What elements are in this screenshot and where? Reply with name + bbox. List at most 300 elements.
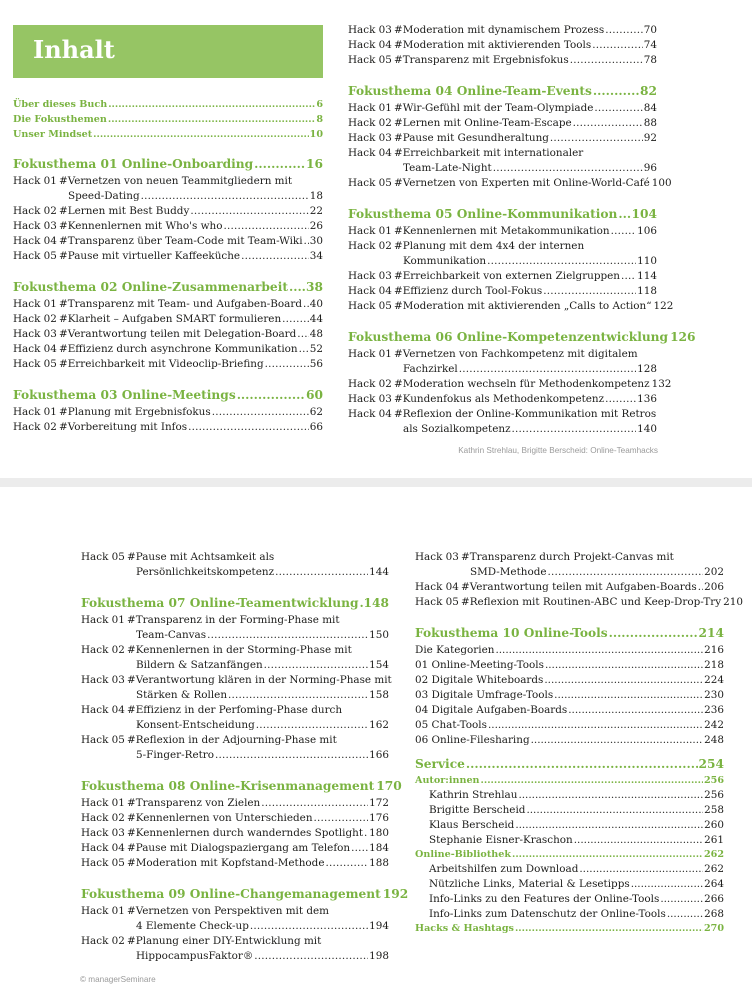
toc-entry <box>415 565 724 580</box>
toc-entry <box>81 919 389 934</box>
item-page: 236 <box>704 704 724 716</box>
section-title: Fokusthema 06 Online-Kompetenzentwicklung <box>348 330 669 344</box>
toc-entry-body <box>59 342 323 357</box>
toc-entry-line <box>348 239 657 254</box>
hack-label: Hack 01 <box>81 905 125 917</box>
item-page: 218 <box>704 659 724 671</box>
section-page: 170 <box>376 779 402 793</box>
hack-label: Hack 03 <box>348 270 392 282</box>
hack-label: Hack 04 <box>348 39 392 51</box>
section-title: Fokusthema 03 Online-Meetings <box>13 388 236 402</box>
leader-dots <box>605 23 643 38</box>
entry-title: #Moderation mit Kopfstand-Methode <box>127 857 325 869</box>
item-page: 260 <box>704 819 724 831</box>
leader-dots <box>466 756 698 772</box>
toc-entry-body <box>136 628 389 643</box>
entry-title: #Kennenlernen durch wanderndes Spotlight <box>127 827 364 839</box>
entry-title: #Transparenz mit Team- und Aufgaben-Board <box>59 298 302 310</box>
section-page: 192 <box>382 887 409 901</box>
section-title: Fokusthema 04 Online-Team-Events <box>348 84 592 98</box>
toc-entry-body <box>127 796 389 811</box>
entry-title: Team-Late-Night <box>403 162 492 174</box>
hack-label: Hack 04 <box>81 842 125 854</box>
entry-title: #Pause mit Dialogspaziergang am Telefon <box>127 842 351 854</box>
page1-left-column <box>13 98 323 450</box>
leader-dots <box>254 156 305 172</box>
page-2 <box>0 487 752 1003</box>
toc-entry-line <box>81 643 389 658</box>
hack-label: Hack 01 <box>348 102 392 114</box>
toc-entry-body <box>136 919 389 934</box>
hack-label: Hack 05 <box>348 54 392 66</box>
leader-dots <box>188 420 309 435</box>
toc-entry <box>81 856 389 871</box>
toc-entry <box>348 224 657 239</box>
item-title: 03 Digitale Umfrage-Tools <box>415 689 554 701</box>
toc-entry <box>81 718 389 733</box>
toc-entry <box>81 826 389 841</box>
toc-entry-line <box>348 146 657 161</box>
hack-label: Hack 05 <box>13 250 57 262</box>
page-number: 122 <box>653 300 674 312</box>
item-page: 224 <box>704 674 724 686</box>
leader-dots <box>488 718 703 733</box>
toc-entry-body <box>127 826 389 841</box>
hack-label: Hack 04 <box>81 704 125 716</box>
leader-dots <box>223 219 308 234</box>
entry-title-line: #Vernetzen von neuen Teammitgliedern mit <box>59 175 293 187</box>
hack-label: Hack 02 <box>13 313 57 325</box>
section-title: Fokusthema 09 Online-Changemanagement <box>81 887 381 901</box>
toc-entry-body <box>136 565 389 580</box>
leader-dots <box>495 643 703 658</box>
hack-label: Hack 01 <box>81 797 125 809</box>
hack-label: Hack 01 <box>13 406 57 418</box>
page-number: 56 <box>309 358 323 370</box>
toc-entry-body <box>59 420 323 435</box>
item-page: 242 <box>704 719 724 731</box>
page-number: 40 <box>309 298 323 310</box>
entry-title-line: #Verantwortung klären in der Norming-Phase mit <box>127 674 392 686</box>
entry-title: 5-Finger-Retro <box>136 749 214 761</box>
item-title: Stephanie Eisner-Kraschon <box>429 834 573 846</box>
section-page: 148 <box>363 596 389 610</box>
toc-entry <box>348 38 657 53</box>
section-heading <box>348 206 657 222</box>
hack-label: Hack 05 <box>81 551 125 563</box>
toc-entry <box>348 362 657 377</box>
page-number: 150 <box>369 629 389 641</box>
toc-entry <box>415 595 743 610</box>
leader-dots <box>574 833 703 848</box>
toc-entry <box>81 949 389 964</box>
hack-label: Hack 05 <box>348 177 392 189</box>
green-page: 262 <box>703 849 724 860</box>
toc-entry-body <box>403 254 657 269</box>
toc-item <box>415 658 724 673</box>
hack-label: Hack 02 <box>13 421 57 433</box>
toc-entry-body <box>59 204 323 219</box>
page-number: 118 <box>637 285 657 297</box>
hack-label: Hack 03 <box>13 328 57 340</box>
section-heading <box>13 279 323 295</box>
page-number: 84 <box>643 102 657 114</box>
entry-title: 4 Elemente Check-up <box>136 920 249 932</box>
toc-entry <box>348 284 657 299</box>
hack-label: Hack 05 <box>348 300 392 312</box>
toc-entry-body <box>470 565 724 580</box>
section-title: Service <box>415 757 465 771</box>
entry-title: Kommunikation <box>403 255 487 267</box>
entry-title: #Erreichbarkeit von externen Zielgruppen <box>394 270 620 282</box>
entry-title: Stärken & Rollen <box>136 689 228 701</box>
item-title: Die Kategorien <box>415 644 495 656</box>
section-page: 104 <box>631 207 657 221</box>
page-number: 62 <box>309 406 323 418</box>
section-heading <box>81 778 402 794</box>
item-title: 04 Digitale Aufgaben-Boards <box>415 704 568 716</box>
toc-entry-body <box>136 718 389 733</box>
entry-title: #Klarheit – Aufgaben SMART formulieren <box>59 313 282 325</box>
entry-title: #Erreichbarkeit mit Videoclip-Briefing <box>59 358 264 370</box>
leader-dots <box>545 658 703 673</box>
leader-dots <box>241 249 309 264</box>
leader-dots <box>698 580 703 595</box>
toc-entry <box>348 176 672 191</box>
entry-title: SMD-Methode <box>470 566 547 578</box>
page-number: 110 <box>637 255 657 267</box>
entry-title: #Vernetzen von Experten mit Online-World-Café <box>394 177 650 189</box>
page1-footer: Kathrin Strehlau, Brigitte Berscheid: Online-Teamhacks <box>458 446 658 455</box>
item-page: 262 <box>704 863 724 875</box>
entry-title-line: #Reflexion in der Adjourning-Phase mit <box>127 734 337 746</box>
leader-dots <box>515 922 703 936</box>
hack-label: Hack 01 <box>348 225 392 237</box>
page-number: 44 <box>309 313 323 325</box>
hack-label: Hack 04 <box>415 581 459 593</box>
section-page: 16 <box>306 157 323 171</box>
toc-entry <box>348 23 657 38</box>
page-number: 26 <box>309 220 323 232</box>
leader-dots <box>570 53 643 68</box>
toc-item <box>429 862 724 877</box>
toc-entry <box>13 357 323 372</box>
entry-title: #Pause mit virtueller Kaffeeküche <box>59 250 241 262</box>
hack-label: Hack 01 <box>13 298 57 310</box>
entry-title-line: #Pause mit Achtsamkeit als <box>127 551 275 563</box>
leader-dots <box>108 113 315 127</box>
item-title: Brigitte Berscheid <box>429 804 526 816</box>
toc-entry <box>81 841 389 856</box>
hack-label: Hack 02 <box>13 205 57 217</box>
leader-dots <box>568 703 703 718</box>
page-number: 162 <box>369 719 389 731</box>
green-heading <box>13 128 323 142</box>
green-page: 6 <box>316 99 323 110</box>
toc-entry-body <box>394 269 657 284</box>
page-number: 100 <box>651 177 672 189</box>
hack-label: Hack 03 <box>348 132 392 144</box>
toc-entry <box>81 565 389 580</box>
green-page: 8 <box>316 114 323 125</box>
leader-dots <box>228 688 368 703</box>
toc-entry <box>348 392 657 407</box>
toc-entry-body <box>59 405 323 420</box>
entry-title: #Transparenz über Team-Code mit Team-Wiki <box>59 235 303 247</box>
hack-label: Hack 02 <box>348 117 392 129</box>
toc-entry-body <box>394 299 674 314</box>
leader-dots <box>254 949 368 964</box>
page-number: 194 <box>369 920 389 932</box>
toc-entry-body <box>136 658 389 673</box>
toc-entry <box>348 53 657 68</box>
entry-title-line: #Erreichbarkeit mit internationaler <box>394 147 584 159</box>
toc-entry <box>415 580 724 595</box>
toc-entry-body <box>59 249 323 264</box>
green-title: Die Fokusthemen <box>13 114 107 125</box>
hack-label: Hack 05 <box>81 734 125 746</box>
leader-dots <box>621 269 636 284</box>
green-title: Autor:innen <box>415 775 480 786</box>
hack-label: Hack 03 <box>13 220 57 232</box>
page-number: 172 <box>369 797 389 809</box>
section-heading <box>415 756 724 772</box>
leader-dots <box>93 128 309 142</box>
green-page: 270 <box>703 923 724 934</box>
toc-entry <box>348 254 657 269</box>
toc-entry <box>13 342 323 357</box>
toc-entry-body <box>136 949 389 964</box>
toc-entry <box>13 327 323 342</box>
leader-dots <box>512 422 637 437</box>
page-number: 180 <box>369 827 389 839</box>
toc-entry-body <box>394 284 657 299</box>
entry-title-line: #Reflexion der Online-Kommunikation mit Retros <box>394 408 657 420</box>
toc-entry <box>13 405 323 420</box>
leader-dots <box>515 818 703 833</box>
item-page: 261 <box>704 834 724 846</box>
hack-label: Hack 03 <box>348 24 392 36</box>
leader-dots <box>215 748 368 763</box>
green-heading <box>415 922 724 936</box>
leader-dots <box>264 658 368 673</box>
page-number: 52 <box>309 343 323 355</box>
section-page: 38 <box>306 280 323 294</box>
toc-entry-body <box>68 189 323 204</box>
toc-entry <box>13 312 323 327</box>
leader-dots <box>256 718 368 733</box>
hack-label: Hack 04 <box>348 147 392 159</box>
hack-label: Hack 01 <box>13 175 57 187</box>
toc-entry <box>81 748 389 763</box>
entry-title: #Verantwortung teilen mit Delegation-Board <box>59 328 297 340</box>
toc-entry <box>13 249 323 264</box>
entry-title: #Effizienz durch Tool-Fokus <box>394 285 543 297</box>
item-title: Klaus Berscheid <box>429 819 515 831</box>
leader-dots <box>487 254 636 269</box>
toc-entry-body <box>394 38 657 53</box>
section-heading <box>13 387 323 403</box>
page-number: 96 <box>643 162 657 174</box>
leader-dots <box>275 565 368 580</box>
leader-dots <box>261 796 368 811</box>
toc-entry-body <box>394 377 672 392</box>
page-number: 66 <box>309 421 323 433</box>
toc-entry-body <box>403 161 657 176</box>
entry-title: #Kundenfokus als Methodenkompetenz <box>394 393 605 405</box>
page-number: 144 <box>369 566 389 578</box>
leader-dots <box>605 392 636 407</box>
toc-entry <box>13 234 323 249</box>
leader-dots <box>512 848 703 862</box>
page-number: 78 <box>643 54 657 66</box>
toc-entry-body <box>461 580 724 595</box>
item-title: Arbeitshilfen zum Download <box>429 863 579 875</box>
item-title: 01 Online-Meeting-Tools <box>415 659 544 671</box>
hack-label: Hack 03 <box>81 827 125 839</box>
toc-entry <box>13 219 323 234</box>
green-heading <box>415 848 724 862</box>
section-heading <box>13 156 323 172</box>
entry-title: #Planung mit Ergebnisfokus <box>59 406 211 418</box>
page-number: 166 <box>369 749 389 761</box>
page-number: 18 <box>309 190 323 202</box>
leader-dots <box>212 405 309 420</box>
leader-dots <box>314 811 369 826</box>
green-heading <box>13 98 323 112</box>
leader-dots <box>531 733 704 748</box>
hack-label: Hack 03 <box>348 393 392 405</box>
toc-entry-body <box>136 688 389 703</box>
item-title: 05 Chat-Tools <box>415 719 487 731</box>
leader-dots <box>667 907 703 922</box>
entry-title: Fachzirkel <box>403 363 458 375</box>
toc-entry-line <box>81 613 389 628</box>
leader-dots <box>631 877 703 892</box>
toc-item <box>429 788 724 803</box>
leader-dots <box>594 101 642 116</box>
contents-banner <box>13 25 323 78</box>
entry-title: #Reflexion mit Routinen-ABC und Keep-Drop-Try <box>461 596 722 608</box>
page-number: 154 <box>369 659 389 671</box>
entry-title: #Transparenz von Zielen <box>127 797 261 809</box>
entry-title: #Lernen mit Online-Team-Escape <box>394 117 572 129</box>
toc-entry <box>348 422 657 437</box>
page-number: 106 <box>637 225 657 237</box>
entry-title: #Moderation mit dynamischem Prozess <box>394 24 605 36</box>
contents-title: Inhalt <box>33 35 115 64</box>
entry-title-line: #Vernetzen von Fachkompetenz mit digitalem <box>394 348 638 360</box>
leader-dots <box>548 565 704 580</box>
toc-item <box>429 907 724 922</box>
toc-entry <box>348 161 657 176</box>
leader-dots <box>493 161 643 176</box>
section-heading <box>348 83 657 99</box>
toc-entry <box>13 297 323 312</box>
hack-label: Hack 05 <box>81 857 125 869</box>
item-title: Nützliche Links, Material & Lesetipps <box>429 878 630 890</box>
leader-dots <box>289 279 305 295</box>
toc-item <box>415 703 724 718</box>
toc-entry-line <box>81 904 389 919</box>
leader-dots <box>481 774 703 788</box>
toc-entry <box>81 658 389 673</box>
entry-title-line: #Transparenz durch Projekt-Canvas mit <box>461 551 674 563</box>
toc-entry-body <box>59 219 323 234</box>
hack-label: Hack 04 <box>348 285 392 297</box>
toc-entry-body <box>394 23 657 38</box>
green-heading <box>415 774 724 788</box>
page2-footer: © managerSeminare <box>80 975 156 984</box>
entry-title: #Vorbereitung mit Infos <box>59 421 188 433</box>
leader-dots <box>282 312 309 327</box>
toc-entry <box>81 688 389 703</box>
section-title: Fokusthema 01 Online-Onboarding <box>13 157 254 171</box>
green-title: Über dieses Buch <box>13 99 108 110</box>
hack-label: Hack 02 <box>348 378 392 390</box>
hack-label: Hack 03 <box>81 674 125 686</box>
leader-dots <box>265 357 309 372</box>
green-heading <box>13 113 323 127</box>
toc-item <box>429 803 724 818</box>
green-title: Hacks & Hashtags <box>415 923 514 934</box>
leader-dots <box>593 83 639 99</box>
toc-entry-body <box>136 748 389 763</box>
page-number: 74 <box>643 39 657 51</box>
toc-entry-line <box>81 673 392 688</box>
entry-title: HippocampusFaktor® <box>136 950 254 962</box>
page-1 <box>0 0 752 478</box>
item-title: Info-Links zum Datenschutz der Online-Tools <box>429 908 666 920</box>
hack-label: Hack 01 <box>348 348 392 360</box>
item-page: 266 <box>704 893 724 905</box>
entry-title-line: #Vernetzen von Perspektiven mit dem <box>127 905 330 917</box>
entry-title-line: #Transparenz in der Forming-Phase mit <box>127 614 340 626</box>
toc-entry-body <box>394 53 657 68</box>
page-number: 198 <box>369 950 389 962</box>
item-title: Info-Links zu den Features der Online-Tools <box>429 893 660 905</box>
entry-title: #Verantwortung teilen mit Aufgaben-Boards <box>461 581 697 593</box>
leader-dots <box>459 362 636 377</box>
toc-entry <box>13 420 323 435</box>
entry-title: #Moderation wechseln für Methodenkompetenz <box>394 378 650 390</box>
page-number: 70 <box>643 24 657 36</box>
leader-dots <box>304 234 309 249</box>
toc-entry-body <box>403 362 657 377</box>
leader-dots <box>554 688 703 703</box>
page-number: 136 <box>637 393 657 405</box>
section-heading <box>81 595 389 611</box>
item-page: 216 <box>704 644 724 656</box>
toc-item <box>429 877 724 892</box>
toc-item <box>429 833 724 848</box>
section-page: 82 <box>640 84 657 98</box>
toc-entry-body <box>394 176 672 191</box>
page-number: 158 <box>369 689 389 701</box>
toc-entry-body <box>59 327 323 342</box>
page-number: 128 <box>637 363 657 375</box>
hack-label: Hack 04 <box>13 235 57 247</box>
toc-entry <box>348 101 657 116</box>
section-page: 126 <box>670 330 696 344</box>
entry-title: Bildern & Satzanfängen <box>136 659 263 671</box>
entry-title-line: #Kennenlernen in der Storming-Phase mit <box>127 644 352 656</box>
item-title: 02 Digitale Whiteboards <box>415 674 544 686</box>
section-page: 214 <box>698 626 724 640</box>
toc-item <box>415 643 724 658</box>
toc-entry <box>81 811 389 826</box>
item-page: 248 <box>704 734 724 746</box>
